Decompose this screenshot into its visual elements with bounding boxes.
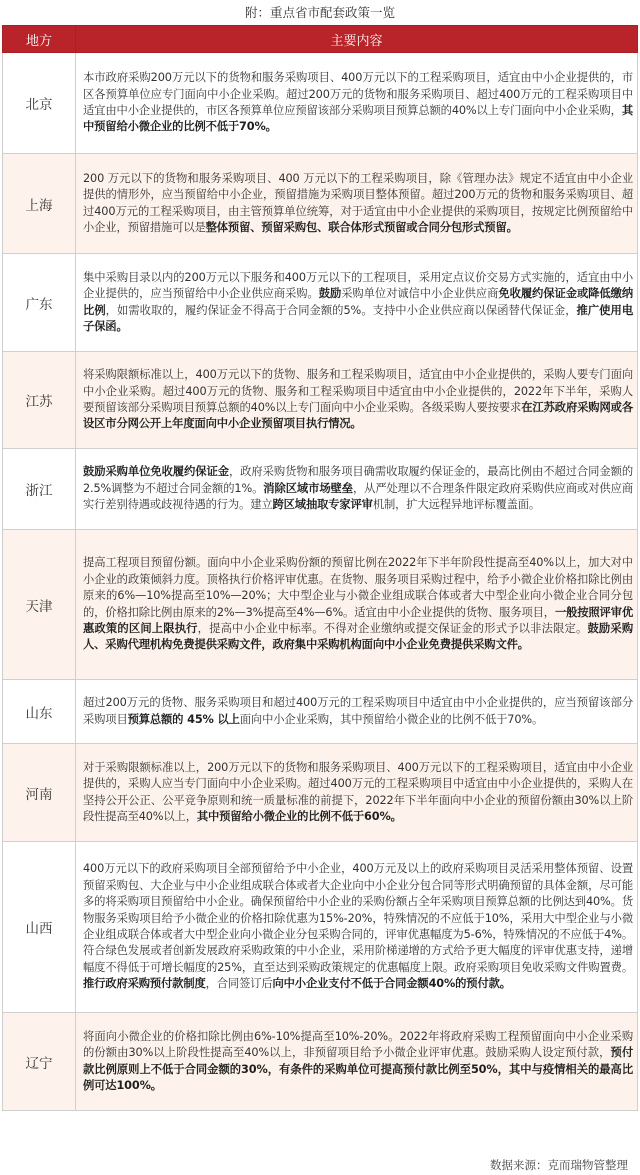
highlight-text: 推广使用电子保函。 — [83, 303, 633, 333]
table-row — [3, 680, 638, 744]
content-text: 本市政府采购200万元以下的货物和服务采购项目、400万元以下的工程采购项目，适宜由中小企业提供的，市区各预算单位应专门面向中小企业采购。超过200万元的货物和服务采购项目、超过400万元的工程采购项目中适宜由中小企业提供的，市区各预算单位应预留该部分采购项目预算总额的40%以上专门面向中小企业采购， — [83, 71, 633, 117]
policy-content-cell — [76, 154, 638, 254]
highlight-text: 预算总额的 45% 以上 — [127, 712, 240, 726]
content-text: 400万元以下的政府采购项目全部预留给予中小企业，400万元及以上的政府采购项目灵活采用整体预留、设置预留采购包、大企业与中小企业组成联合体或者大企业向中小企业分包合同等形式明确预留的具体金额，尽可能多的将采购项目预留给中小企业。确保预留给中小企业的采购份额占全年采购项目预算总额的比例达到40%。货物服务采购项目给予小微企业的价格扣除优惠为15%-20%，特殊情况的不应低于10%，采用大中型企业与小微企业组成联合体或者大中型企业向小微企业分包采购合同的，评审优惠幅度为5-6%，特殊情况的不应低于4%。符合绿色发展或者创新发展政府采购政策的中小企业，采用阶梯递增的方式给予更大幅度的评审优惠支持，递增幅度不得低于可增长幅度的25%，直至达到采购政策规定的优惠幅度上限。政府采购项目免收采购文件购置费。 — [83, 862, 633, 974]
highlight-text: 免收履约保证金或降低缴纳比例 — [83, 287, 634, 317]
region-cell: 浙江 — [3, 449, 76, 530]
policy-content-cell — [76, 449, 638, 530]
content-text: 提高工程项目预留份额。面向中小企业采购份额的预留比例在2022年下半年阶段性提高至40%以上，加大对中小企业的政策倾斜力度。顶格执行价格评审优惠。在货物、服务项目采购过程中，给予小微企业价格扣除比例由原来的6%—10%提高至10%—20%；大中型企业与小微企业组成联合体或者大中型企业向小微企业合同分包的，价格扣除比例由原来的2%—3%提高至4%—6%。适宜由中小企业提供的货物、服务项目， — [83, 556, 633, 619]
content-text: 集中采购目录以内的200万元以下服务和400万元以下的工程项目，采用定点议价交易方式实施的，适宜由中小企业提供的，应当预留给中小企业供应商采购。 — [83, 270, 633, 301]
policy-content-cell — [76, 1013, 638, 1111]
highlight-text: 预付款比例原则上不低于合同金额的30%，有条件的采购单位可提高预付款比例至50%，其中与疫情相关的最高比例可达100%。 — [83, 1046, 633, 1092]
region-cell: 河南 — [3, 744, 76, 842]
content-text: 机制，扩大远程异地评标覆盖面。 — [372, 498, 541, 512]
region-cell: 山西 — [3, 842, 76, 1013]
policy-content-cell — [76, 53, 638, 154]
highlight-text: 在江苏政府采购网或各设区市分网公开上年度面向中小企业预留项目执行情况。 — [83, 401, 633, 431]
content-text: ，从严处理以不合理条件限定政府采购供应商或对供应商实行差别待遇或歧视待遇的行为。建立 — [83, 481, 633, 512]
table-caption: 附：重点省市配套政策一览 — [244, 5, 395, 20]
highlight-text: 其中预留给小微企业的比例不低于70%。 — [83, 104, 633, 134]
content-text: 200 万元以下的货物和服务采购项目、400 万元以下的工程采购项目，除《管理办法》规定不适宜由中小企业提供的情形外，应当预留给中小企业，预留措施为采购项目整体预留。超过200万元的货物和服务采购项目、超过400万元的工程采购项目，由主管预算单位统筹，对于适宜由中小企业提供的采购项目，按规定比例预留给中小企业，预留措施可以是 — [83, 171, 633, 234]
policy-content-cell — [76, 254, 638, 352]
policy-content-cell — [76, 744, 638, 842]
table-body — [3, 53, 638, 1111]
highlight-text: 跨区域抽取专家评审 — [272, 498, 373, 512]
content-text: ，如需收取的，履约保证金不得高于合同金额的5%。支持中小企业供应商以保函替代保证金， — [105, 303, 577, 317]
highlight-text: 向中小企业支付不低于合同金额40%的预付款。 — [272, 977, 511, 991]
content-text: 采购单位对诚信中小企业供应商 — [341, 287, 499, 301]
table-row — [3, 530, 638, 680]
header-content: 主要内容 — [76, 26, 638, 53]
policy-content-cell — [76, 842, 638, 1013]
policy-content-cell — [76, 680, 638, 744]
content-text: 面向中小企业采购，其中预留给小微企业的比例不低于70%。 — [239, 712, 544, 726]
content-text: ，政府采购货物和服务项目确需收取履约保证金的，最高比例由不超过合同金额的2.5%调整为不超过合同金额的1%。 — [83, 465, 633, 495]
policy-content-cell — [76, 352, 638, 449]
region-cell: 辽宁 — [3, 1013, 76, 1111]
highlight-text: 其中预留给小微企业的比例不低于60%。 — [196, 809, 402, 823]
table-row — [3, 1013, 638, 1111]
region-cell: 山东 — [3, 680, 76, 744]
content-text: 超过200万元的货物、服务采购项目和超过400万元的工程采购项目中适宜由中小企业提供的，应当预留该部分采购项目 — [83, 696, 633, 726]
table-row — [3, 352, 638, 449]
policy-content-cell — [76, 530, 638, 680]
content-text: ，提高中小企业中标率。不得对企业缴纳或提交保证金的形式予以非法限定。 — [197, 621, 588, 635]
data-source-note: 数据来源：克而瑞物管整理 — [490, 1158, 628, 1172]
region-cell: 广东 — [3, 254, 76, 352]
content-text: 将采购限额标准以上，400万元以下的货物、服务和工程采购项目，适宜由中小企业提供的，采购人要专门面向中小企业采购。超过400万元的货物、服务和工程采购项目中适宜由中小企业提供的，2022年下半年，采购人要预留该部分采购项目预算总额的40%以上专门面向中小企业采购。各级采购人要按要求 — [83, 368, 633, 414]
table-row — [3, 254, 638, 352]
region-cell: 天津 — [3, 530, 76, 680]
content-text: 将面向小微企业的价格扣除比例由6%-10%提高至10%-20%。2022年将政府采购工程预留面向中小企业采购的份额由30%以上阶段性提高至40%以上，非预留项目给予小微企业评审优惠。鼓励采购人设定预付款， — [83, 1029, 633, 1060]
region-cell: 北京 — [3, 53, 76, 154]
region-cell: 上海 — [3, 154, 76, 254]
table-row — [3, 53, 638, 154]
content-text: 对于采购限额标准以上，200万元以下的货物和服务采购项目、400万元以下的工程采购项目，适宜由中小企业提供的，采购人应当专门面向中小企业采购。超过400万元的工程采购项目中适宜由中小企业提供的，采购人在坚持公开公正、公平竞争原则和统一质量标准的前提下，2022年下半年面向中小企业的预留份额由30%以上阶段性提高至40%以上， — [83, 760, 633, 823]
highlight-text: 鼓励采购单位免收履约保证金 — [83, 465, 229, 479]
table-row — [3, 449, 638, 530]
table-row — [3, 744, 638, 842]
highlight-text: 整体预留、预留采购包、联合体形式预留或合同分包形式预留。 — [205, 220, 518, 234]
highlight-text: 推行政府采购预付款制度 — [83, 977, 206, 991]
region-cell: 江苏 — [3, 352, 76, 449]
highlight-text: 鼓励 — [318, 287, 342, 301]
highlight-text: 鼓励采购人、采购代理机构免费提供采购文件，政府集中采购机构面向中小企业免费提供采购文件。 — [83, 621, 633, 652]
highlight-text: 一般按照评审优惠政策的区间上限执行 — [83, 605, 634, 635]
content-text: ，合同签订后 — [205, 977, 273, 991]
policy-table — [2, 25, 638, 1111]
table-row — [3, 842, 638, 1013]
highlight-text: 消除区域市场壁垒 — [263, 481, 353, 495]
header-region: 地方 — [3, 26, 76, 53]
table-header-row — [3, 26, 638, 53]
table-row — [3, 154, 638, 254]
